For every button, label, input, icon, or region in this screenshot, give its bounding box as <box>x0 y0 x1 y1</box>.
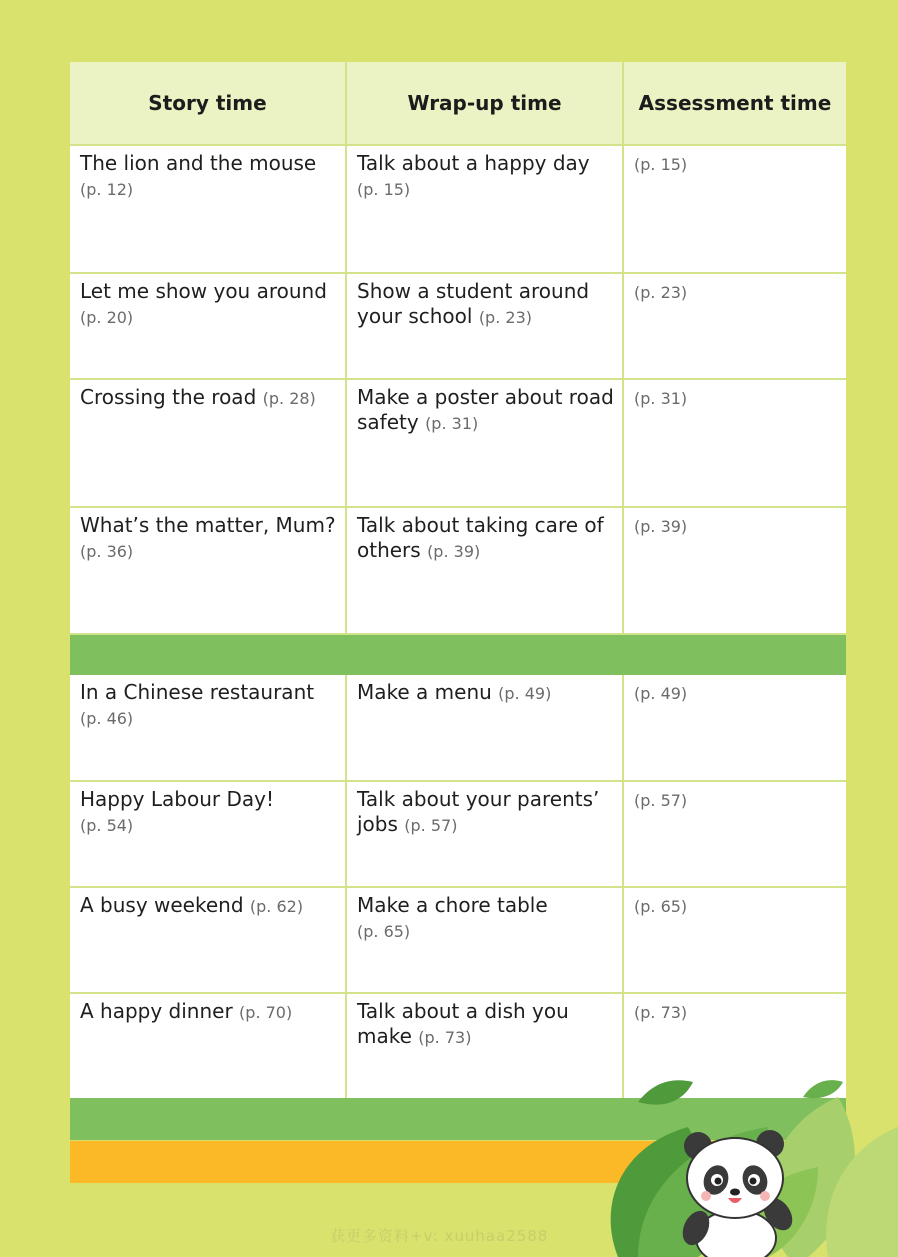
wrap-cell <box>346 675 623 781</box>
wrap-page-ref: (p. 57) <box>404 816 458 835</box>
assessment-cell <box>623 507 846 634</box>
story-cell <box>70 781 346 887</box>
section-divider-bar <box>70 634 846 675</box>
story-page-ref: (p. 36) <box>80 542 134 561</box>
story-page-ref: (p. 46) <box>80 709 134 728</box>
story-title: The lion and the mouse <box>80 151 317 175</box>
header-story-time: Story time <box>70 62 346 145</box>
story-cell <box>70 145 346 273</box>
assessment-page-ref: (p. 57) <box>634 791 688 810</box>
wrap-title: Make a poster about road safety <box>357 385 614 434</box>
story-page-ref: (p. 28) <box>262 389 316 408</box>
assessment-cell <box>623 273 846 379</box>
section-divider <box>70 634 846 675</box>
story-title: Happy Labour Day! <box>80 787 274 811</box>
story-page-ref: (p. 54) <box>80 816 134 835</box>
contents-table <box>70 62 846 1099</box>
table-row <box>70 379 846 507</box>
assessment-page-ref: (p. 31) <box>634 389 688 408</box>
assessment-page-ref: (p. 39) <box>634 517 688 536</box>
wrap-title: Talk about your parents’ jobs <box>357 787 600 836</box>
wrap-title: Talk about a happy day <box>357 151 590 175</box>
assessment-cell <box>623 145 846 273</box>
story-cell <box>70 675 346 781</box>
assessment-page-ref: (p. 23) <box>634 283 688 302</box>
assessment-page-ref: (p. 73) <box>634 1003 688 1022</box>
assessment-cell <box>623 781 846 887</box>
wrap-page-ref: (p. 23) <box>478 308 532 327</box>
wrap-page-ref: (p. 31) <box>425 414 479 433</box>
wrap-cell <box>346 145 623 273</box>
assessment-page-ref: (p. 49) <box>634 684 688 703</box>
assessment-cell <box>623 675 846 781</box>
header-assessment-time: Assessment time <box>623 62 846 145</box>
story-cell <box>70 507 346 634</box>
assessment-cell <box>623 887 846 993</box>
wrap-page-ref: (p. 39) <box>427 542 481 561</box>
table-row <box>70 507 846 634</box>
wrap-cell <box>346 507 623 634</box>
story-cell <box>70 887 346 993</box>
table-row <box>70 273 846 379</box>
table-row <box>70 145 846 273</box>
story-page-ref: (p. 12) <box>80 180 134 199</box>
assessment-page-ref: (p. 65) <box>634 897 688 916</box>
assessment-cell <box>623 379 846 507</box>
wrap-cell <box>346 273 623 379</box>
wrap-title: Make a chore table <box>357 893 548 917</box>
story-cell <box>70 273 346 379</box>
watermark-text: 获更多资料+v: xuuhaa2588 <box>330 1227 549 1245</box>
wrap-page-ref: (p. 49) <box>498 684 552 703</box>
wrap-title: Show a student around your school <box>357 279 590 328</box>
story-page-ref: (p. 70) <box>239 1003 293 1022</box>
header-wrap-up-time: Wrap-up time <box>346 62 623 145</box>
table-row <box>70 675 846 781</box>
story-cell <box>70 379 346 507</box>
story-cell <box>70 993 346 1099</box>
wrap-title: Make a menu <box>357 680 492 704</box>
story-title: A happy dinner <box>80 999 233 1023</box>
table-header-row <box>70 62 846 145</box>
panda-icon <box>668 1128 803 1257</box>
wrap-page-ref: (p. 65) <box>357 922 411 941</box>
wrap-cell <box>346 887 623 993</box>
table-row <box>70 781 846 887</box>
wrap-page-ref: (p. 15) <box>357 180 411 199</box>
story-title: A busy weekend <box>80 893 244 917</box>
story-page-ref: (p. 20) <box>80 308 134 327</box>
story-title: Let me show you around <box>80 279 327 303</box>
table-row <box>70 887 846 993</box>
wrap-page-ref: (p. 73) <box>418 1028 472 1047</box>
wrap-cell <box>346 379 623 507</box>
wrap-cell <box>346 781 623 887</box>
story-title: What’s the matter, Mum? <box>80 513 336 537</box>
wrap-title: Talk about a dish you make <box>357 999 569 1048</box>
story-title: In a Chinese restaurant <box>80 680 315 704</box>
story-page-ref: (p. 62) <box>249 897 304 916</box>
assessment-page-ref: (p. 15) <box>634 155 688 174</box>
wrap-title: Talk about taking care of others <box>357 513 604 562</box>
story-title: Crossing the road <box>80 385 257 409</box>
